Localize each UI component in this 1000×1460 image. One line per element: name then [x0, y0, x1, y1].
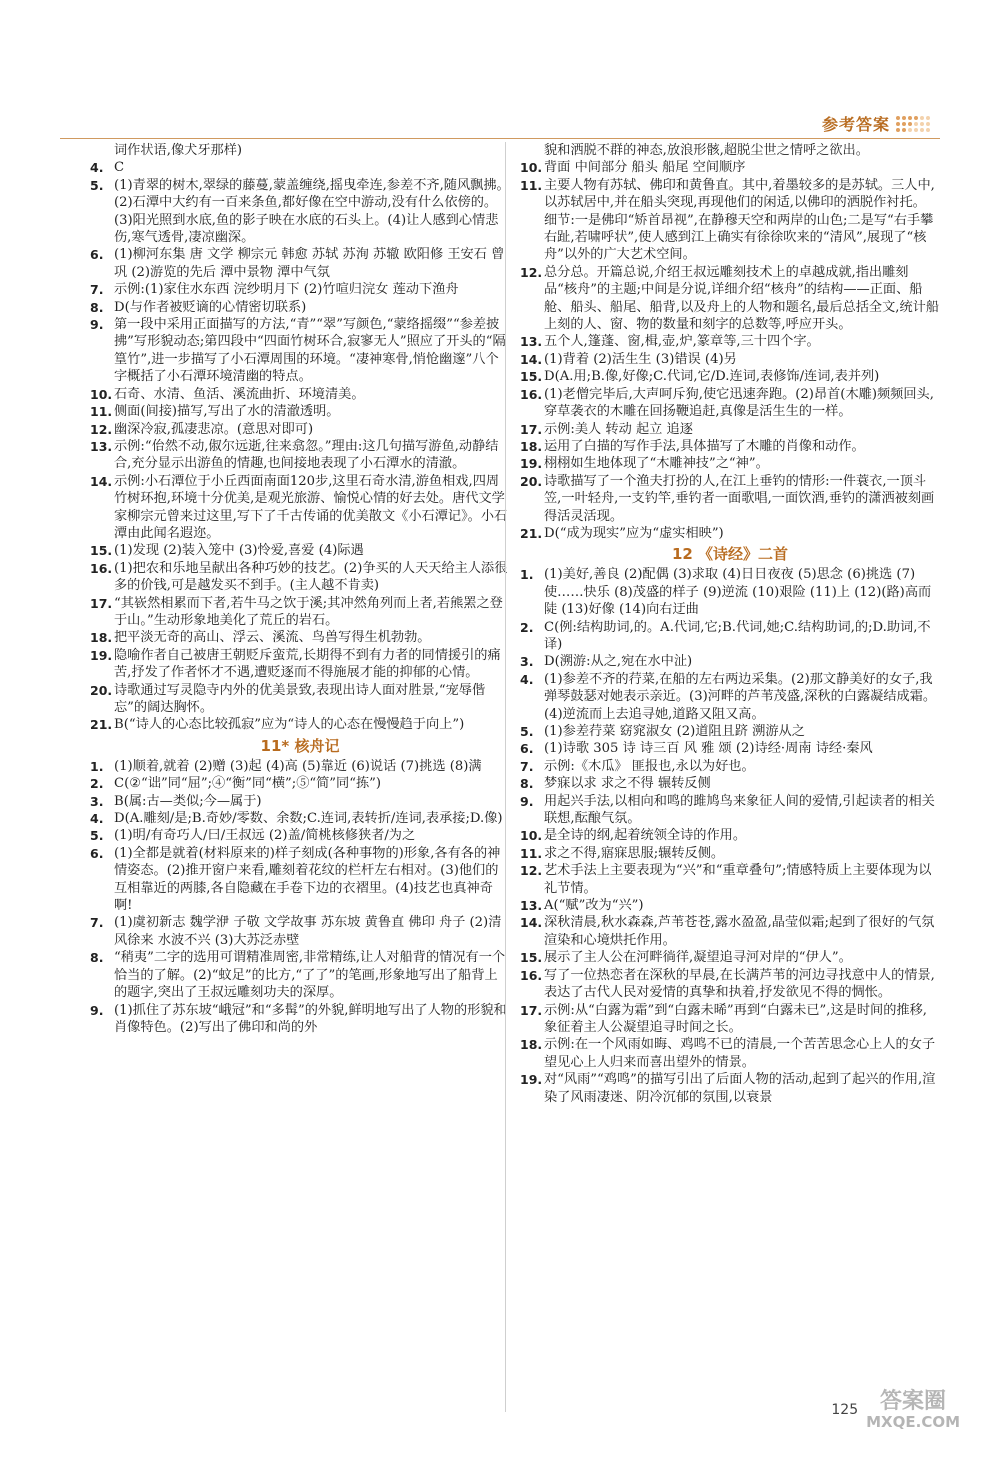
answer-number: 21.	[520, 525, 543, 541]
answer-text: 对“风雨”“鸡鸣”的描写引出了后面人物的活动,起到了起兴的作用,渲染了风雨凄迷、阴冷沉郁的氛围,以衰景	[544, 1072, 936, 1105]
answer-item	[90, 682, 510, 717]
answer-text: 貌和洒脱不群的神态,放浪形骸,超脱尘世之情呼之欲出。	[544, 143, 869, 158]
answer-item	[520, 566, 940, 618]
answer-text: 幽深冷寂,孤凄悲凉。(意思对即可)	[114, 421, 314, 437]
answer-number: 17.	[520, 1002, 543, 1018]
answer-item	[90, 1002, 510, 1037]
answer-text: 艺术手法上主要表现为“兴”和“重章叠句”;情感特质上主要体现为以礼节情。	[544, 863, 932, 896]
answer-number: 7.	[520, 758, 534, 774]
answer-number: 13.	[520, 334, 543, 350]
answer-item	[90, 716, 510, 733]
answer-number: 16.	[520, 386, 543, 402]
answer-item	[90, 810, 510, 827]
answer-item	[520, 1071, 940, 1106]
answer-item	[520, 455, 940, 472]
answer-item	[520, 740, 940, 757]
answer-text: 栩栩如生地体现了“木雕神技”之“神”。	[544, 456, 769, 472]
answer-text: A(“赋”改为“兴”)	[544, 898, 644, 914]
answer-number: 8.	[520, 776, 534, 792]
answer-number: 3.	[90, 793, 104, 809]
answer-number: 7.	[90, 282, 104, 298]
answer-text: 示例:小石潭位于小丘西面南面120步,这里石奇水清,游鱼相戏,四周竹树环抱,环境十分优美,是观光旅游、愉悦心情的好去处。唐代文学家柳宗元曾来过这里,写下了千古传诵的优美散文《小石潭记》。小石潭由此闻名遐迩。	[114, 473, 508, 541]
answer-text: (1)背着 (2)活生生 (3)错误 (4)另	[544, 351, 737, 367]
answer-item	[90, 177, 510, 247]
answer-text: 侧面(间接)描写,写出了水的清澈透明。	[114, 404, 340, 420]
answer-number: 11.	[520, 845, 543, 861]
answer-item	[520, 1036, 940, 1071]
answer-number: 21.	[90, 717, 113, 733]
answer-text: (1)虞初新志 魏学洢 子敬 文学故事 苏东坡 黄鲁直 佛印 舟子 (2)清风徐来 水波不兴 (3)大苏泛赤壁	[114, 915, 502, 948]
answer-item	[90, 827, 510, 844]
answer-text: (1)抓住了苏东坡“峨冠”和“多髯”的外貌,鲜明地写出了人物的形貌和肖像特色。(2)写出了佛印和尚的外	[114, 1002, 507, 1035]
header-divider	[60, 138, 940, 139]
answer-number: 19.	[520, 456, 543, 472]
answer-item	[520, 949, 940, 966]
answer-item	[520, 386, 940, 421]
answer-number: 18.	[520, 1037, 543, 1053]
answer-text: (1)柳河东集 唐 文学 柳宗元 韩愈 苏轼 苏洵 苏辙 欧阳修 王安石 曾巩 (2)游览的先后 潭中景物 潭中气氛	[114, 247, 505, 280]
answer-text: 示例:从“白露为霜”到“白露未晞”再到“白露未已”,这是时间的推移,象征着主人公凝望追寻时间之长。	[544, 1002, 927, 1035]
answer-item	[520, 914, 940, 949]
answer-number: 18.	[90, 630, 113, 646]
answer-item	[90, 629, 510, 646]
answer-text: D(A.雕刻/是;B.奇妙/零数、余数;C.连词,表转折/连词,表承接;D.像)	[114, 811, 503, 827]
answer-number: 20.	[90, 682, 113, 698]
answer-item	[90, 386, 510, 403]
column-divider	[505, 142, 506, 1412]
answer-text: C(②“诎”同“屈”;④“衡”同“横”;⑤“简”同“拣”)	[114, 776, 382, 792]
answer-text: 总分总。开篇总说,介绍王叔远雕刻技术上的卓越成就,指出雕刻品“核舟”的主题;中间是分说,详细介绍“核舟”的结构——正面、船舱、船头、船尾、船背,以及舟上的人物和题名,最后总括全文,统计船上刻的人、窗、物的数量和刻字的总数等,呼应开头。	[544, 264, 940, 333]
page-header	[822, 112, 930, 135]
answer-text: B(属:古—类似;今—属于)	[114, 793, 262, 809]
answer-item	[90, 299, 510, 316]
answer-text: D(A.用;B.像,好像;C.代词,它/D.连词,表修饰/连词,表并列)	[544, 369, 880, 385]
answer-number: 11.	[90, 404, 113, 420]
answer-text: 背面 中间部分 船头 船尾 空间顺序	[544, 160, 746, 176]
answer-text: 是全诗的纲,起着统领全诗的作用。	[544, 828, 747, 844]
answer-number: 11.	[520, 177, 543, 193]
answer-item	[520, 775, 940, 792]
answer-number: 3.	[520, 654, 534, 670]
answer-text: (1)参差不齐的荇菜,在船的左右两边采集。(2)那文静美好的女子,我弹琴鼓瑟对她表示亲近。(3)河畔的芦苇茂盛,深秋的白露凝结成霜。(4)逆流而上去追寻她,道路又阻又高。	[544, 671, 937, 722]
answer-text: 示例:在一个风雨如晦、鸡鸣不已的清晨,一个苦苦思念心上人的女子望见心上人归来而喜出望外的情景。	[544, 1037, 936, 1070]
watermark-top: 答案圈	[880, 1389, 947, 1414]
answer-text: D(与作者被贬谪的心情密切联系)	[114, 299, 307, 315]
answer-item	[520, 671, 940, 723]
answer-item	[520, 827, 940, 844]
answer-number: 8.	[90, 950, 104, 966]
answer-number: 1.	[90, 758, 104, 774]
answer-item	[520, 264, 940, 334]
answer-item	[90, 159, 510, 176]
answer-item	[520, 897, 940, 914]
answer-item	[520, 473, 940, 525]
answer-text: 用起兴手法,以相向和鸣的雎鸠鸟来象征人间的爱情,引起读者的相关联想,酝酿气氛。	[544, 793, 935, 827]
answer-number: 10.	[520, 160, 543, 176]
answer-text: 写了一位热恋者在深秋的早晨,在长满芦苇的河边寻找意中人的情景,表达了古代人民对爱情的真挚和执着,抒发欲见不得的惆怅。	[544, 967, 935, 1001]
answer-number: 17.	[520, 421, 543, 437]
answer-item	[90, 142, 510, 159]
answer-item	[90, 758, 510, 775]
answer-number: 19.	[90, 647, 113, 663]
answer-item	[520, 1002, 940, 1037]
answer-item	[520, 967, 940, 1002]
answer-text: C	[114, 160, 125, 176]
answer-number: 12.	[520, 264, 543, 280]
right-column	[520, 142, 940, 1106]
answer-number: 16.	[90, 560, 113, 576]
answer-item	[520, 653, 940, 670]
answer-text: D(溯游:从之,宛在水中沚)	[544, 654, 693, 670]
answer-number: 9.	[520, 793, 534, 809]
answer-text: (1)顺着,就着 (2)赠 (3)起 (4)高 (5)靠近 (6)说话 (7)挑选 (8)满	[114, 758, 482, 774]
answer-number: 5.	[520, 724, 534, 739]
answer-item	[90, 560, 510, 595]
answer-number: 19.	[520, 1072, 543, 1088]
answer-item	[520, 368, 940, 385]
answer-text: D(“成为现实”应为“虚实相映”)	[544, 525, 724, 541]
answer-number: 1.	[520, 567, 534, 583]
answer-text: 诗歌通过写灵隐寺内外的优美景致,表现出诗人面对胜景,“宠辱偕忘”的阔达胸怀。	[114, 682, 486, 715]
watermark-logo	[866, 1390, 960, 1430]
answer-number: 6.	[520, 741, 534, 757]
answer-text: (1)诗歌 305 诗 诗三百 风 雅 颂 (2)诗经·周南 诗经·秦风	[544, 741, 873, 757]
answer-text: 第一段中采用正面描写的方法,“青”“翠”写颜色,“蒙络摇缀”“参差披拂”写形貌动态;第四段中“四面竹树环合,寂寥无人”照应了开头的“隔篁竹”,进一步描写了小石潭周围的环境。“凄神寒骨,悄怆幽邃”八个字概括了小石潭环境清幽的特点。	[114, 317, 506, 385]
answer-text: (1)明/有奇巧人/曰/王叔远 (2)盖/简桃核修狭者/为之	[114, 828, 416, 844]
answer-text: (1)发现 (2)装入笼中 (3)怜爱,喜爱 (4)际遇	[114, 543, 364, 559]
answer-text: B(“诗人的心态比较孤寂”应为“诗人的心态在慢慢趋于向上”)	[114, 717, 465, 733]
answer-item	[90, 949, 510, 1001]
header-title: 参考答案	[821, 115, 890, 134]
answer-number: 7.	[90, 915, 104, 931]
page-number: 125	[831, 1402, 859, 1418]
answer-text: 深秋清晨,秋水森森,芦苇苍苍,露水盈盈,晶莹似霜;起到了很好的气氛渲染和心境烘托作用。	[544, 915, 935, 948]
answer-text: 梦寐以求 求之不得 辗转反侧	[544, 776, 711, 792]
answer-number: 13.	[90, 438, 113, 454]
answer-item	[520, 845, 940, 862]
answer-number: 12.	[90, 421, 113, 437]
answer-text: 示例:(1)家住水东西 浣纱明月下 (2)竹喧归浣女 莲动下渔舟	[114, 282, 459, 298]
answer-item	[90, 542, 510, 559]
answer-number: 6.	[90, 845, 104, 861]
answer-text: 求之不得,寤寐思服;辗转反侧。	[544, 845, 725, 861]
answer-number: 2.	[90, 776, 104, 792]
section-title: 11* 核舟记	[260, 736, 340, 755]
answer-text: 展示了主人公在河畔徜徉,凝望追寻河对岸的“伊人”。	[544, 950, 852, 966]
answer-number: 4.	[90, 160, 104, 176]
answer-text: 主要人物有苏轼、佛印和黄鲁直。其中,着墨较多的是苏轼。三人中,以苏轼居中,并在船头突现,再现他们的闲适,以佛印的洒脱作衬托。 细节:一是佛印“矫首昂视”,在静穆天空和两岸的山色;二是写“右手攀右趾,若啸呼状”,使人感到江上确实有徐徐吹来的“清风”,展现了“核舟”以外的广大艺术空间。	[544, 177, 935, 263]
answer-number: 10.	[520, 828, 543, 844]
answer-text: 示例:《木瓜》 匪报也,永以为好也。	[544, 758, 755, 774]
answer-text: (1)老僧完毕后,大声呵斥狗,使它迅速奔跑。(2)昂首(木雕)频频回头,穿草袭衣的木雕在回扬鞭追赶,真像是活生生的一样。	[544, 386, 934, 420]
answer-number: 14.	[90, 473, 113, 489]
answer-text: “其嵚然相累而下者,若牛马之饮于溪;其冲然角列而上者,若熊罴之登于山。”生动形象地美化了荒丘的岩石。	[114, 595, 503, 628]
answer-number: 20.	[520, 473, 543, 489]
watermark-bottom: MXQE.COM	[866, 1413, 960, 1431]
answer-text: 隐喻作者自己被唐王朝贬斥蛮荒,长期得不到有力者的同情援引的痛苦,抒发了作者怀才不遇,遭贬逐而不得施展才能的抑郁的心情。	[114, 647, 501, 681]
answer-item	[520, 862, 940, 897]
answer-item	[90, 775, 510, 792]
answer-item	[90, 421, 510, 438]
answer-text: C(例:结构助词,的。A.代词,它;B.代词,她;C.结构助词,的;D.助词,不译)	[544, 619, 931, 652]
answer-item	[520, 159, 940, 176]
answer-item	[520, 438, 940, 455]
answer-number: 18.	[520, 438, 543, 454]
answer-item	[90, 793, 510, 810]
page-footer	[831, 1390, 960, 1430]
answer-number: 5.	[90, 828, 104, 844]
header-dots-decoration	[896, 116, 930, 132]
answer-item	[90, 595, 510, 630]
answer-item	[90, 647, 510, 682]
answer-item	[520, 351, 940, 368]
answer-number: 16.	[520, 967, 543, 983]
answer-text: (1)参差荇菜 窈窕淑女 (2)道阻且跻 溯游从之	[544, 724, 805, 739]
answer-number: 9.	[90, 1002, 104, 1018]
answer-item	[520, 142, 940, 159]
answer-text: 示例:“佁然不动,俶尔远逝,往来翕忽。”理由:这几句描写游鱼,动静结合,充分显示出游鱼的情趣,也间接地表现了小石潭水的清澈。	[114, 438, 499, 472]
answer-number: 6.	[90, 247, 104, 263]
answer-item	[520, 793, 940, 828]
left-column	[90, 142, 510, 1036]
answer-text: 石奇、水清、鱼活、溪流曲折、环境清美。	[114, 386, 365, 402]
answer-text: 把平淡无奇的高山、浮云、溪流、鸟兽写得生机勃勃。	[114, 630, 431, 646]
answer-text: 词作状语,像犬牙那样)	[114, 143, 243, 158]
answer-number: 12.	[520, 863, 543, 879]
answer-number: 4.	[520, 671, 534, 687]
answer-number: 14.	[520, 915, 543, 931]
answer-item	[90, 403, 510, 420]
answer-item	[520, 525, 940, 542]
answer-number: 15.	[90, 543, 113, 559]
answer-item	[90, 914, 510, 949]
answer-text: 示例:美人 转动 起立 追逐	[544, 421, 693, 437]
answer-number: 9.	[90, 317, 104, 333]
answer-text: 诗歌描写了一个渔夫打扮的人,在江上垂钓的情形:一件蓑衣,一顶斗笠,一叶轻舟,一支钓竿,垂钓者一面歌唱,一面饮酒,垂钓的潇洒被刻画得活灵活现。	[544, 473, 935, 524]
answer-number: 15.	[520, 369, 543, 385]
answer-item	[520, 619, 940, 654]
answer-item	[90, 281, 510, 298]
answer-text: 五个人,篷蓬、窗,楫,壶,炉,篆章等,三十四个字。	[544, 334, 820, 350]
answer-number: 5.	[90, 177, 104, 193]
answer-item	[90, 246, 510, 281]
answer-number: 2.	[520, 619, 534, 635]
answer-text: (1)青翠的树木,翠绿的藤蔓,蒙盖缠绕,摇曳牵连,参差不齐,随风飘拂。(2)石潭中大约有一百来条鱼,都好像在空中游动,没有什么依傍的。(3)阳光照到水底,鱼的影子映在水底的石头上。(4)让人感到心情悲伤,寒气透骨,凄凉幽深。	[114, 177, 510, 246]
answer-item	[90, 316, 510, 386]
answer-item	[90, 473, 510, 543]
answer-number: 4.	[90, 811, 104, 827]
section-title: 12 《诗经》二首	[671, 545, 789, 564]
answer-item	[520, 723, 940, 740]
answer-text: 运用了白描的写作手法,具体描写了木雕的肖像和动作。	[544, 438, 865, 454]
answer-text: (1)全都是就着(材料原来的)样子刻成(各种事物的)形象,各有各的神情姿态。(2)推开窗户来看,雕刻着花纹的栏杆左右相对。(3)他们的互相靠近的两膝,各自隐藏在手卷下边的衣褶里。(4)技艺也真神奇啊!	[114, 845, 501, 914]
answer-number: 13.	[520, 898, 543, 914]
answer-item	[90, 845, 510, 915]
answer-text: “稍夷”二字的选用可谓精准周密,非常精练,让人对船背的情况有一个恰当的了解。(2)“蚊足”的比方,“了了”的笔画,形象地写出了船背上的题字,突出了王叔远雕刻功夫的深厚。	[114, 950, 506, 1001]
answer-number: 10.	[90, 386, 113, 402]
answer-item	[520, 421, 940, 438]
answer-text: (1)美好,善良 (2)配偶 (3)求取 (4)日日夜夜 (5)思念 (6)挑选 (7)使……快乐 (8)茂盛的样子 (9)逆流 (10)艰险 (11)上 (12)(路)高而陡 (13)好像 (14)向右迂曲	[544, 567, 932, 618]
answer-number: 17.	[90, 595, 113, 611]
answer-number: 8.	[90, 299, 104, 315]
answer-item	[520, 333, 940, 350]
answer-item	[520, 758, 940, 775]
answer-item	[90, 438, 510, 473]
answer-number: 15.	[520, 950, 543, 966]
answer-item	[520, 177, 940, 264]
answer-number: 14.	[520, 351, 543, 367]
answer-text: (1)把农和乐地呈献出各种巧妙的技艺。(2)争买的人天天给主人添很多的价钱,可是越发买不到手。(主人越不肯卖)	[114, 560, 508, 594]
